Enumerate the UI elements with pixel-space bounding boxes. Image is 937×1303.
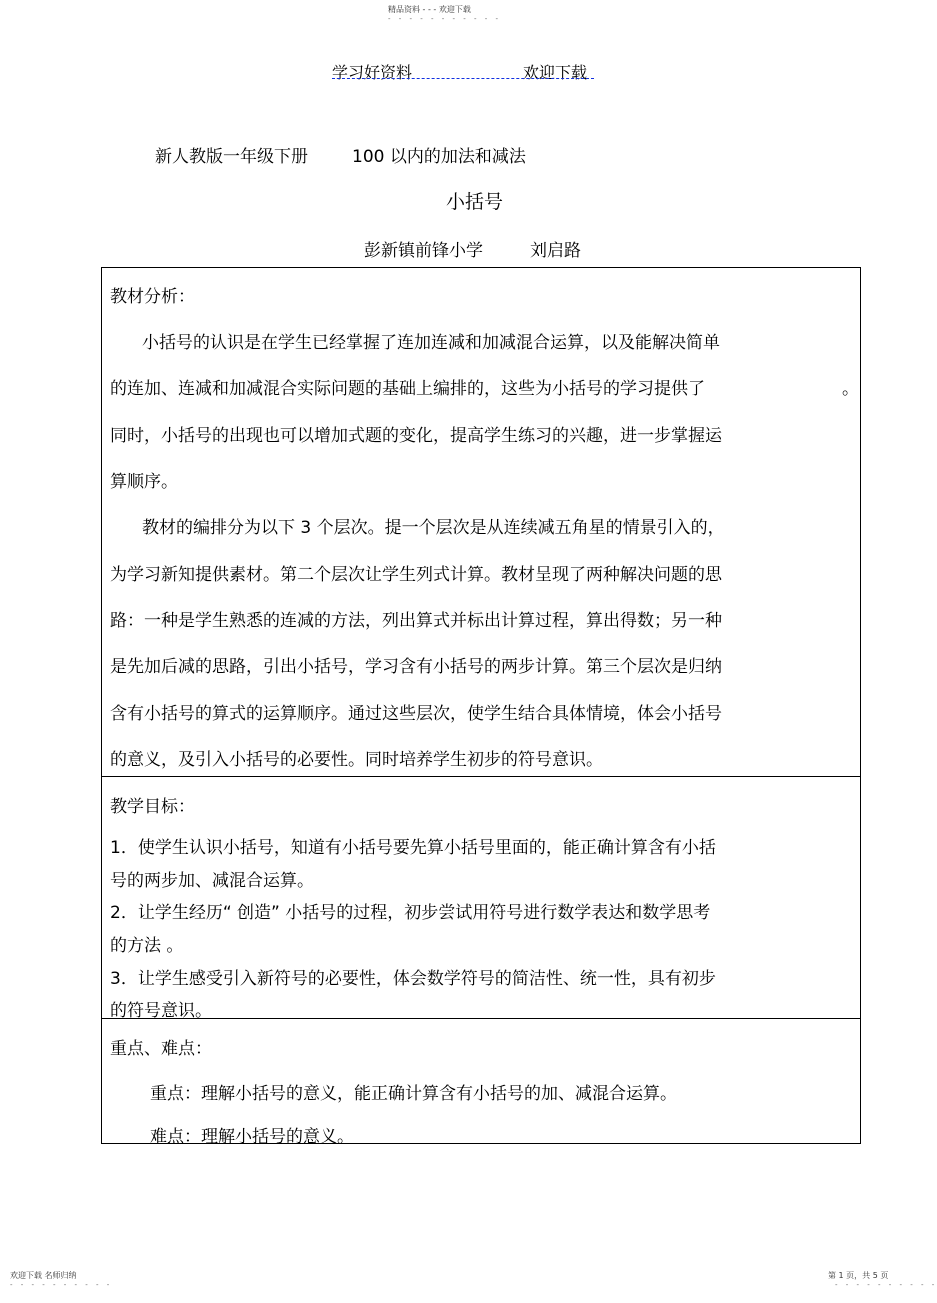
analysis-line: 教材的编排分为以下 3 个层次。提一个层次是从连续减五角星的情景引入的， — [142, 518, 725, 538]
goals-line: 号的两步加、减混合运算。 — [110, 871, 314, 891]
analysis-period: 。 — [842, 379, 859, 399]
header-underline — [332, 78, 594, 79]
author-name: 刘启路 — [530, 241, 581, 261]
row-divider — [102, 1018, 860, 1019]
goals-heading: 教学目标： — [110, 797, 195, 817]
dotted-divider: - - - - - - - - - - — [10, 1281, 113, 1289]
analysis-line: 的意义，及引入小括号的必要性。同时培养学生初步的符号意识。 — [110, 750, 603, 770]
unit-title: 100 以内的加法和减法 — [352, 147, 526, 167]
goals-line: 3．让学生感受引入新符号的必要性，体会数学符号的简洁性、统一性，具有初步 — [110, 969, 716, 989]
analysis-heading: 教材分析： — [110, 287, 195, 307]
analysis-line: 同时，小括号的出现也可以增加式题的变化，提高学生练习的兴趣，进一步掌握运 — [110, 426, 722, 446]
header-right: 欢迎下载 — [523, 63, 588, 82]
analysis-line: 路：一种是学生熟悉的连减的方法，列出算式并标出计算过程，算出得数；另一种 — [110, 611, 722, 631]
analysis-line: 是先加后减的思路，引出小括号，学习含有小括号的两步计算。第三个层次是归纳 — [110, 657, 722, 677]
row-divider — [102, 776, 860, 777]
lesson-title: 小括号 — [446, 191, 504, 213]
analysis-line: 为学习新知提供素材。第二个层次让学生列式计算。教材呈现了两种解决问题的思 — [110, 565, 722, 585]
series-title: 新人教版一年级下册 — [155, 147, 308, 167]
keypoints-heading: 重点、难点： — [110, 1039, 212, 1059]
watermark-top: 精品资料 - - - 欢迎下载 — [388, 5, 471, 14]
analysis-line: 小括号的认识是在学生已经掌握了连加连减和加减混合运算，以及能解决简单 — [142, 333, 720, 353]
page-number: 第 1 页，共 5 页 — [828, 1271, 889, 1280]
school-name: 彭新镇前锋小学 — [364, 241, 483, 261]
dotted-divider: - - - - - - - - - - - — [388, 15, 502, 23]
dotted-divider: - - - - - - - - - - — [835, 1281, 937, 1289]
header-left: 学习好资料 — [332, 63, 413, 82]
goals-line: 的符号意识。 — [110, 1001, 212, 1021]
goals-line: 1．使学生认识小括号，知道有小括号要先算小括号里面的，能正确计算含有小括 — [110, 838, 716, 858]
analysis-line: 算顺序。 — [110, 472, 178, 492]
goals-line: 2．让学生经历“ 创造” 小括号的过程，初步尝试用符号进行数学表达和数学思考 — [110, 903, 711, 923]
analysis-line: 的连加、连减和加减混合实际问题的基础上编排的，这些为小括号的学习提供了 — [110, 379, 705, 399]
watermark-bottom-left: 欢迎下载 名师归纳 — [10, 1271, 77, 1280]
difficult-point: 难点：理解小括号的意义。 — [150, 1127, 354, 1147]
goals-line: 的方法 。 — [110, 936, 184, 956]
analysis-line: 含有小括号的算式的运算顺序。通过这些层次，使学生结合具体情境，体会小括号 — [110, 704, 722, 724]
key-point: 重点：理解小括号的意义，能正确计算含有小括号的加、减混合运算。 — [150, 1084, 677, 1104]
